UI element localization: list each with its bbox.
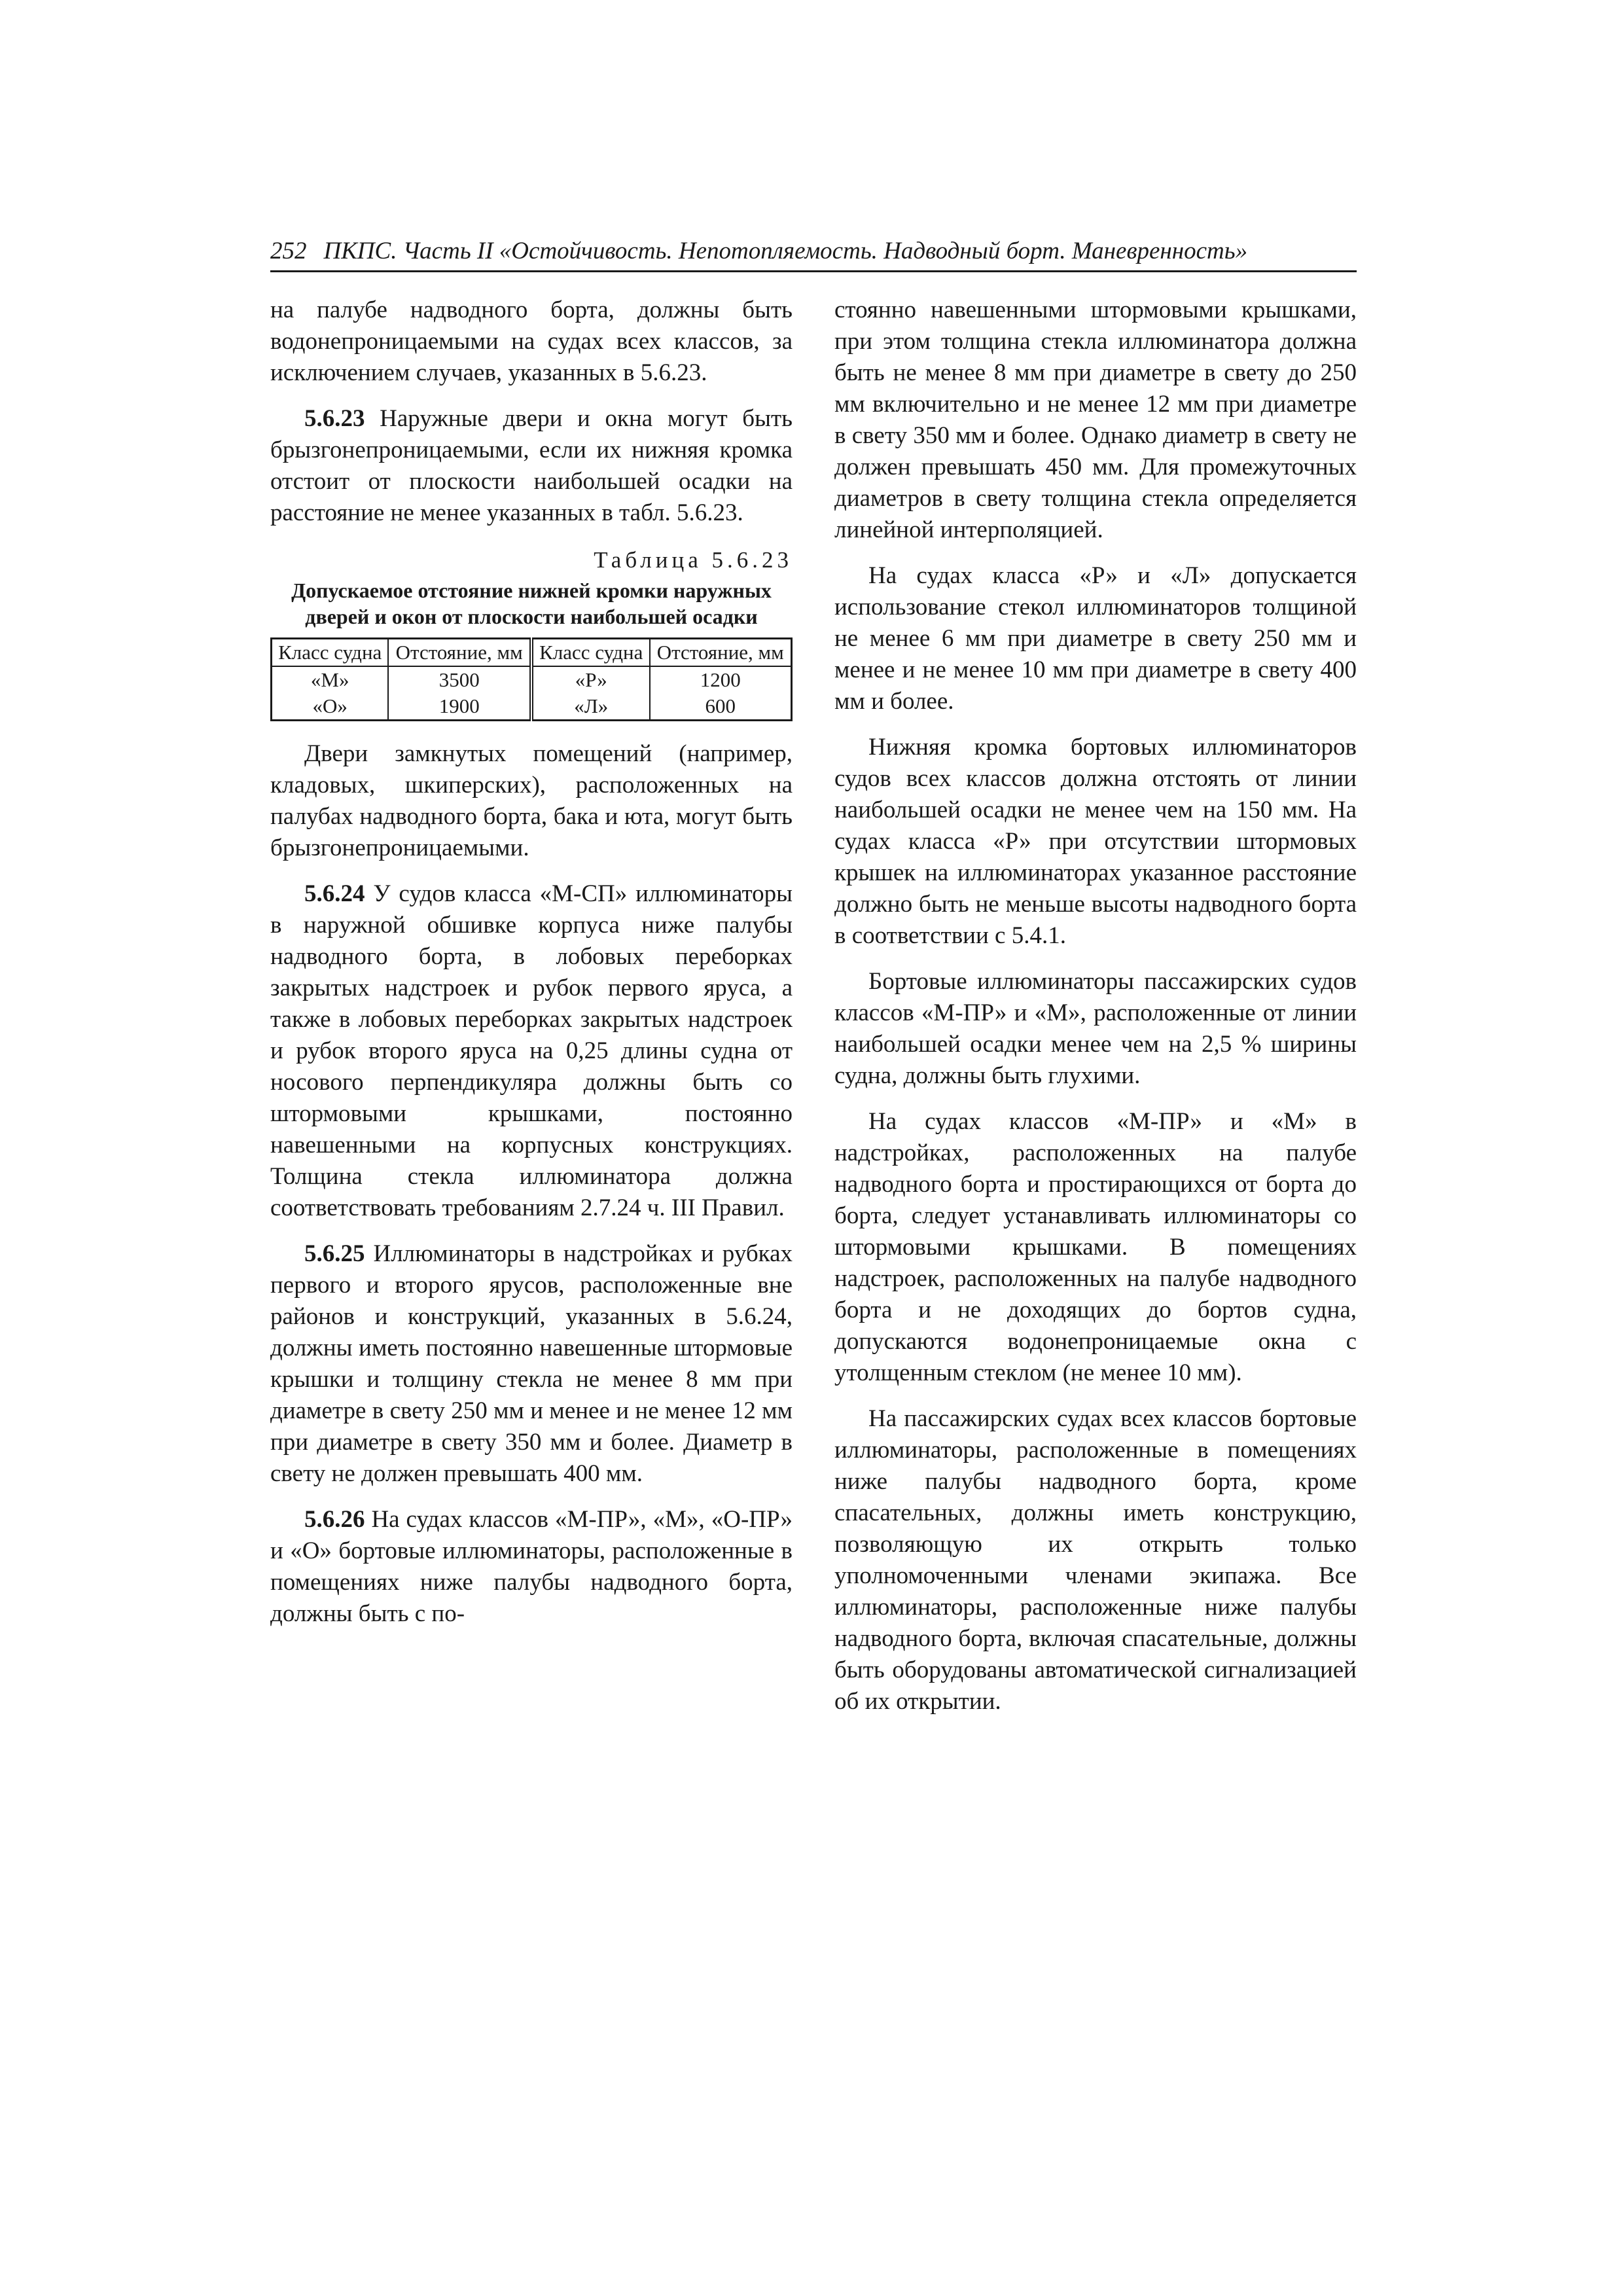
table-row xyxy=(272,693,792,721)
table-cell: «Л» xyxy=(531,693,650,721)
paragraph: Нижняя кромка бортовых иллюминаторов судов всех классов должна отстоять от линии наибольшей осадки не менее чем на 150 мм. На судах класса «Р» при отсутствии штормовых крышек на иллюминаторах указанное расстояние должно быть не меньше высоты надводного борта в соответствии с 5.4.1. xyxy=(834,734,1357,949)
section-5-6-26 xyxy=(270,1504,793,1630)
header-rule xyxy=(270,270,1357,272)
table-cell: «Р» xyxy=(531,666,650,693)
table-cell: 3500 xyxy=(388,666,531,693)
paragraph: На пассажирских судах всех классов бортовые иллюминаторы, расположенные в помещениях ниже палубы надводного борта, кроме спасательных, должны иметь конструкцию, позволяющую их открыть только уполномоченными членами экипажа. Все иллюминаторы, расположенные ниже палубы надводного борта, включая спасательные, должны быть оборудованы автоматической сигнализацией об их открытии. xyxy=(834,1405,1357,1715)
table-label: Таблица 5.6.23 xyxy=(594,547,793,573)
table-cell: 1200 xyxy=(650,666,792,693)
left-column xyxy=(270,295,793,1630)
section-text: Иллюминаторы в надстройках и рубках первого и второго ярусов, расположенные вне районов и конструкций, указанных в 5.6.24, должны иметь постоянно навешенные штормовые крышки и толщину стекла не менее 8 мм при диаметре в свету 250 мм и менее и не менее 12 мм при диаметре в свету 350 мм и более. Диаметр в свету не должен превышать 400 мм. xyxy=(270,1240,793,1487)
table-header-cell: Отстояние, мм xyxy=(650,639,792,667)
page-number: 252 xyxy=(270,238,307,264)
section-number: 5.6.25 xyxy=(304,1240,365,1267)
table-cell: «М» xyxy=(310,668,349,691)
section-number: 5.6.26 xyxy=(304,1506,365,1533)
running-header xyxy=(270,237,1357,266)
section-text: У судов класса «М-СП» иллюминаторы в наружной обшивке корпуса ниже палубы надводного борта, в лобовых переборках закрытых надстроек и рубок первого яруса, а также в лобовых переборках закрытых надстроек и рубок второго яруса на 0,25 длины судна от носового перпендикуляра должны быть со штормовыми крышками, постоянно навешенными на корпусных конструкциях. Толщина стекла иллюминатора должна соответствовать требованиям 2.7.24 ч. III Правил. xyxy=(270,880,793,1221)
right-column xyxy=(834,295,1357,1717)
section-5-6-23 xyxy=(270,403,793,529)
table-cell: 1900 xyxy=(388,693,531,721)
section-5-6-24 xyxy=(270,878,793,1224)
table-cell: «О» xyxy=(312,694,348,717)
clearance-table xyxy=(270,637,793,721)
paragraph: На судах классов «М-ПР» и «М» в надстройках, расположенных на палубе надводного борта и простирающихся от борта до борта, следует устанавливать иллюминаторы со штормовыми крышками. В помещениях надстроек, расположенных на палубе надводного борта и не доходящих до бортов судна, допускаются водонепроницаемые окна с утолщенным стеклом (не менее 10 мм). xyxy=(834,1108,1357,1386)
section-5-6-25 xyxy=(270,1238,793,1490)
section-number: 5.6.24 xyxy=(304,880,365,907)
paragraph: Двери замкнутых помещений (например, кладовых, шкиперских), расположенных на палубах надводного борта, бака и юта, могут быть брызгонепроницаемыми. xyxy=(270,740,793,861)
table-row xyxy=(272,666,792,693)
section-text: На судах классов «М-ПР», «М», «О-ПР» и «О» бортовые иллюминаторы, расположенные в помещениях ниже палубы надводного борта, должны быть с по- xyxy=(270,1506,793,1627)
table-cell: 600 xyxy=(650,693,792,721)
section-text: Наружные двери и окна могут быть брызгонепроницаемыми, если их нижняя кромка отстоит от плоскости наибольшей осадки на расстояние не менее указанных в табл. 5.6.23. xyxy=(270,405,793,526)
paragraph: стоянно навешенными штормовыми крышками, при этом толщина стекла иллюминатора должна быть не менее 8 мм при диаметре в свету до 250 мм включительно и не менее 12 мм при диаметре в свету 350 мм и более. Однако диаметр в свету не должен превышать 450 мм. Для промежуточных диаметров в свету толщина стекла определяется линейной интерполяцией. xyxy=(834,296,1357,543)
table-header-cell: Отстояние, мм xyxy=(388,639,531,667)
table-title: Допускаемое отстояние нижней кромки наружных дверей и окон от плоскости наибольшей осадки xyxy=(291,579,772,628)
section-number: 5.6.23 xyxy=(304,405,365,432)
paragraph: на палубе надводного борта, должны быть водонепроницаемыми на судах всех классов, за исключением случаев, указанных в 5.6.23. xyxy=(270,296,793,386)
table-header-cell: Класс судна xyxy=(272,639,389,667)
table-header-cell: Класс судна xyxy=(531,639,650,667)
running-title: ПКПС. Часть II «Остойчивость. Непотопляемость. Надводный борт. Маневренность» xyxy=(323,238,1248,264)
paragraph: На судах класса «Р» и «Л» допускается использование стекол иллюминаторов толщиной не менее 6 мм при диаметре в свету 250 мм и менее и не менее 10 мм при диаметре в свету 400 мм и более. xyxy=(834,562,1357,715)
paragraph: Бортовые иллюминаторы пассажирских судов классов «М-ПР» и «М», расположенные от линии наибольшей осадки менее чем на 2,5 % ширины судна, должны быть глухими. xyxy=(834,968,1357,1089)
table-header-row xyxy=(272,639,792,667)
